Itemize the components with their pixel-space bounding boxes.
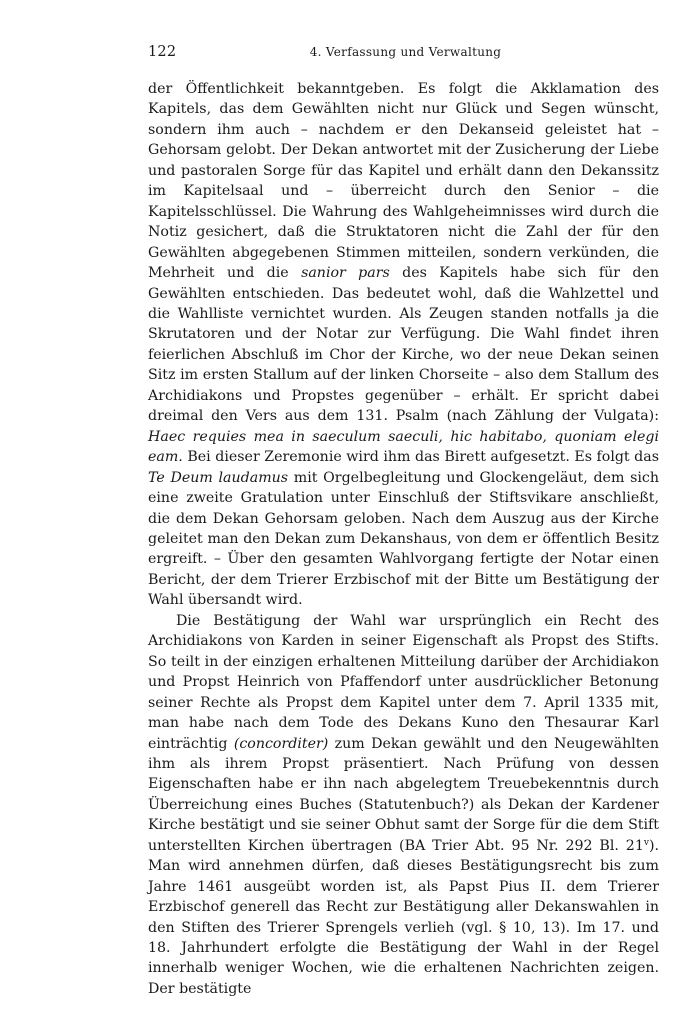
paragraph-2-text: ). Man wird annehmen dürfen, daß dieses Bestätigungsrecht bis zum Jahre 1461 ausgeübt worden ist, als Papst Pius II. dem Trierer Erzbischof generell das Recht zur Bestätigung aller Dekanswahlen in den Stiften des Trierer Sprengels verlieh (vgl. § 10, 13). Im 17. und 18. Jahrhundert erfolgte die Bestätigung der Wahl in der Regel innerhalb weniger Wochen, wie die erhaltenen Nachrichten zeigen. Der bestätigte (148, 837, 659, 997)
paragraph-1-text: der Öffentlichkeit bekanntgeben. Es folgt die Akklamation des Kapitels, das dem Gewählten nicht nur Glück und Segen wünscht, sondern ihm auch – nachdem er den Dekanseid geleistet hat – Gehorsam gelobt. Der Dekan antwortet mit der Zusicherung der Liebe und pastoralen Sorge für das Kapitel und erhält dann den Dekanssitz im Kapitelsaal und – überreicht durch den Senior – die Kapitelsschlüssel. Die Wahrung des Wahlgeheimnisses wird durch die Notiz gesichert, daß die Struktatoren nicht die Zahl der für den Gewählten abgegebenen Stimmen mitteilen, sondern verkünden, die Mehrheit und die (148, 81, 659, 282)
paragraph-1 (148, 79, 659, 611)
page-number: 122 (148, 44, 177, 60)
latin-term-concorditer: (concorditer) (233, 735, 329, 752)
paragraph-1-text: mit Orgelbegleitung und Glockengeläut, dem sich eine zweite Gratulation unter Einschluß der Stiftsvikare anschließt, die dem Dekan Gehorsam geloben. Nach dem Auszug aus der Kirche geleitet man den Dekan zum Dekanshaus, von dem er öffentlich Besitz ergreift. – Über den gesamten Wahlvorgang fertigte der Notar einen Bericht, der dem Trierer Erzbischof mit der Bitte um Bestätigung der Wahl übersandt wird. (148, 469, 659, 609)
psalm-quotation: Haec requies mea in saeculum saeculi, hic habitabo, quoniam elegi eam. (148, 428, 659, 466)
hymn-title: Te Deum laudamus (148, 469, 289, 486)
verso-superscript: v (643, 837, 649, 848)
body-text (148, 79, 659, 999)
paragraph-2 (148, 611, 659, 1000)
chapter-title: 4. Verfassung und Verwaltung (309, 45, 502, 59)
paragraph-2-text: zum Dekan gewählt und den Neugewählten ihm als ihrem Propst präsentiert. Nach Prüfung von dessen Eigenschaften habe er ihn nach abgelegtem Treuebekenntnis durch Überreichung eines Buches (Statutenbuch?) als Dekan der Kardener Kirche bestätigt und sie seiner Obhut samt der Sorge für die dem Stift unterstellten Kirchen übertragen (BA Trier Abt. 95 Nr. 292 Bl. 21 (148, 735, 659, 854)
paragraph-1-text: des Kapitels habe sich für den Gewählten entschieden. Das bedeutet wohl, daß die Wahlzettel und die Wahlliste vernichtet wurden. Als Zeugen standen notfalls ja die Skrutatoren und der Notar zur Verfügung. Die Wahl findet ihren feierlichen Abschluß im Chor der Kirche, wo der neue Dekan seinen Sitz im ersten Stallum auf der linken Chorseite – also dem Stallum des Archidiakons und Propstes gegenüber – erhält. Er spricht dabei dreimal den Vers aus dem 131. Psalm (nach Zählung der Vulgata): (148, 265, 659, 425)
running-head (148, 44, 663, 64)
paragraph-2-text: Die Bestätigung der Wahl war ursprünglich ein Recht des Archidiakons von Karden in seiner Eigenschaft als Propst des Stifts. So teilt in der einzigen erhaltenen Mitteilung darüber der Archidiakon und Propst Heinrich von Pfaffendorf unter ausdrücklicher Betonung seiner Rechte als Propst dem Kapitel unter dem 7. April 1335 mit, man habe nach dem Tode des Dekans Kuno den Thesaurar Karl einträchtig (148, 612, 659, 752)
latin-term-sanior-pars: sanior pars (301, 265, 390, 282)
paragraph-1-text: Bei dieser Zeremonie wird ihm das Birett aufgesetzt. Es folgt das (182, 449, 659, 466)
